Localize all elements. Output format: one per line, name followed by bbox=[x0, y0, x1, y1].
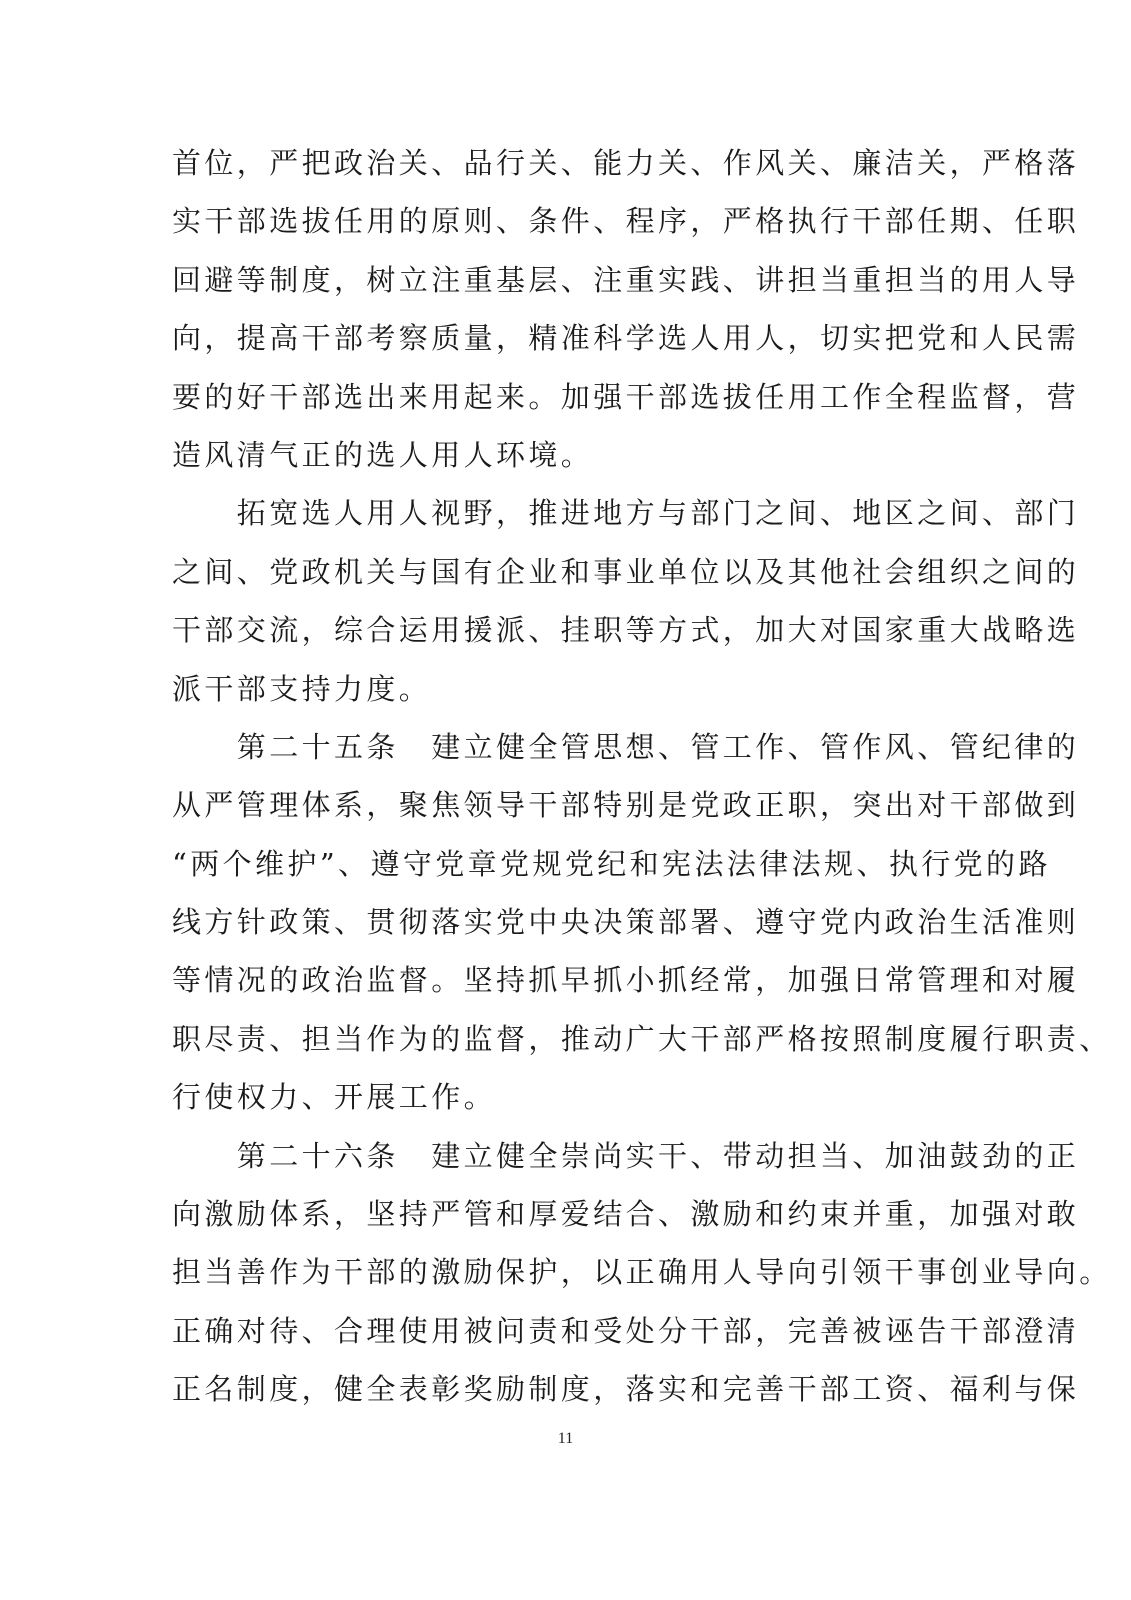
text-line: 要的好干部选出来用起来。加强干部选拔任用工作全程监督，营 bbox=[172, 379, 1080, 414]
text-line: 等情况的政治监督。坚持抓早抓小抓经常，加强日常管理和对履 bbox=[172, 963, 1080, 998]
text-line: 造风清气正的选人用人环境。 bbox=[172, 437, 594, 472]
text-line: 首位，严把政治关、品行关、能力关、作风关、廉洁关，严格落 bbox=[172, 146, 1080, 180]
text-line: 正名制度，健全表彰奖励制度，落实和完善干部工资、福利与保 bbox=[172, 1372, 1080, 1407]
page-number: 11 bbox=[557, 1430, 574, 1447]
text-line: 干部交流，综合运用援派、挂职等方式，加大对国家重大战略选 bbox=[172, 613, 1080, 648]
text-line: 从严管理体系，聚焦领导干部特别是党政正职，突出对干部做到 bbox=[172, 788, 1080, 823]
text-line: 职尽责、担当作为的监督，推动广大干部严格按照制度履行职责、 bbox=[172, 1021, 1112, 1056]
text-line: 派干部支持力度。 bbox=[172, 671, 432, 706]
text-line: 担当善作为干部的激励保护，以正确用人导向引领干事创业导向。 bbox=[172, 1255, 1112, 1290]
text-line: 向，提高干部考察质量，精准科学选人用人，切实把党和人民需 bbox=[172, 321, 1080, 356]
text-line: 第二十六条 建立健全崇尚实干、带动担当、加油鼓劲的正 bbox=[172, 1138, 1080, 1173]
document-body bbox=[172, 134, 1112, 1419]
text-line: 之间、党政机关与国有企业和事业单位以及其他社会组织之间的 bbox=[172, 554, 1080, 589]
text-line: 行使权力、开展工作。 bbox=[172, 1080, 497, 1115]
text-line: 拓宽选人用人视野，推进地方与部门之间、地区之间、部门 bbox=[172, 496, 1080, 531]
text-line: “两个维护”、遵守党章党规党纪和宪法法律法规、执行党的路 bbox=[172, 846, 1051, 881]
text-line: 第二十五条 建立健全管思想、管工作、管作风、管纪律的 bbox=[172, 729, 1080, 764]
text-line: 实干部选拔任用的原则、条件、程序，严格执行干部任期、任职 bbox=[172, 204, 1080, 239]
text-line: 正确对待、合理使用被问责和受处分干部，完善被诬告干部澄清 bbox=[172, 1313, 1080, 1348]
text-line: 向激励体系，坚持严管和厚爱结合、激励和约束并重，加强对敢 bbox=[172, 1197, 1080, 1232]
text-line: 线方针政策、贯彻落实党中央决策部署、遵守党内政治生活准则 bbox=[172, 905, 1080, 940]
text-line: 回避等制度，树立注重基层、注重实践、讲担当重担当的用人导 bbox=[172, 262, 1080, 297]
